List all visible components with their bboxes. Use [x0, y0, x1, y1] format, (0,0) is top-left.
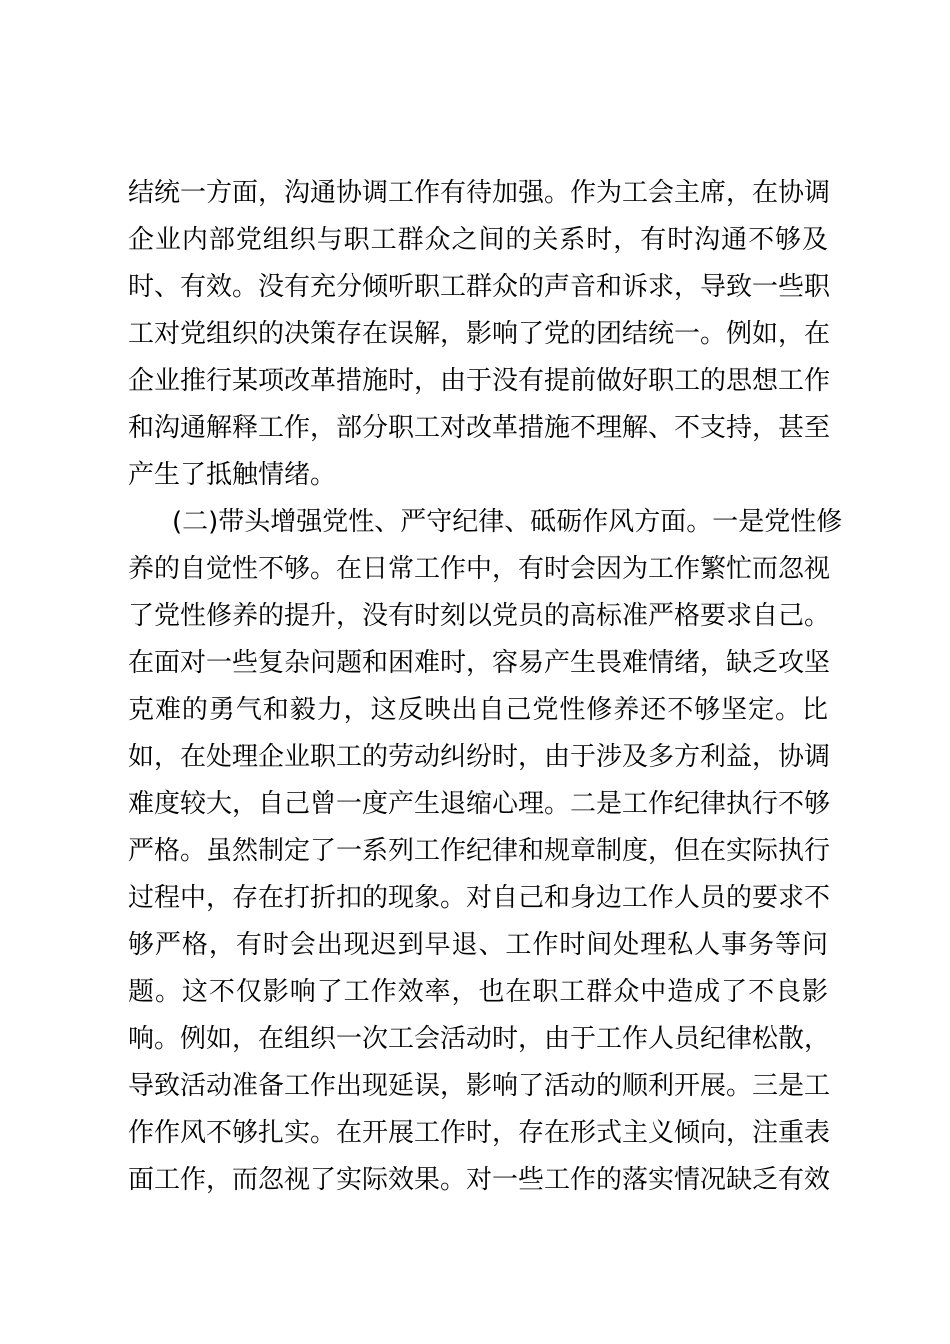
text-line: 和沟通解释工作，部分职工对改革措施不理解、不支持，甚至: [128, 413, 831, 443]
text-line: 克难的勇气和毅力，这反映出自己党性修养还不够坚定。比: [128, 695, 828, 725]
text-line: 养的自觉性不够。在日常工作中，有时会因为工作繁忙而忽视: [128, 554, 831, 584]
text-line: 导致活动准备工作出现延误，影响了活动的顺利开展。三是工: [128, 1071, 831, 1101]
text-line: 在面对一些复杂问题和困难时，容易产生畏难情绪，缺乏攻坚: [128, 648, 831, 678]
text-line: 了党性修养的提升，没有时刻以党员的高标准严格要求自己。: [128, 601, 831, 631]
text-line: 过程中，存在打折扣的现象。对自己和身边工作人员的要求不: [128, 883, 831, 913]
text-line: 产生了抵触情绪。: [128, 460, 337, 490]
text-line: 如，在处理企业职工的劳动纠纷时，由于涉及多方利益，协调: [128, 742, 831, 772]
section-heading-line: (二)带头增强党性、严守纪律、砥砺作风方面。一是党性修: [172, 507, 843, 537]
text-line: 作作风不够扎实。在开展工作时，存在形式主义倾向，注重表: [128, 1118, 831, 1148]
text-line: 企业内部党组织与职工群众之间的关系时，有时沟通不够及: [128, 225, 828, 255]
text-line: 工对党组织的决策存在误解，影响了党的团结统一。例如，在: [128, 319, 831, 349]
text-line: 难度较大，自己曾一度产生退缩心理。二是工作纪律执行不够: [128, 789, 831, 819]
text-line: 结统一方面，沟通协调工作有待加强。作为工会主席，在协调: [128, 178, 831, 208]
text-line: 严格。虽然制定了一系列工作纪律和规章制度，但在实际执行: [128, 836, 831, 866]
body-text: [128, 170, 843, 1204]
text-line: 面工作，而忽视了实际效果。对一些工作的落实情况缺乏有效: [128, 1165, 831, 1195]
text-line: 时、有效。没有充分倾听职工群众的声音和诉求，导致一些职: [128, 272, 831, 302]
text-line: 题。这不仅影响了工作效率，也在职工群众中造成了不良影: [128, 977, 828, 1007]
text-line: 够严格，有时会出现迟到早退、工作时间处理私人事务等问: [128, 930, 828, 960]
text-line: 企业推行某项改革措施时，由于没有提前做好职工的思想工作: [128, 366, 831, 396]
text-line: 响。例如，在组织一次工会活动时，由于工作人员纪律松散，: [128, 1024, 831, 1054]
